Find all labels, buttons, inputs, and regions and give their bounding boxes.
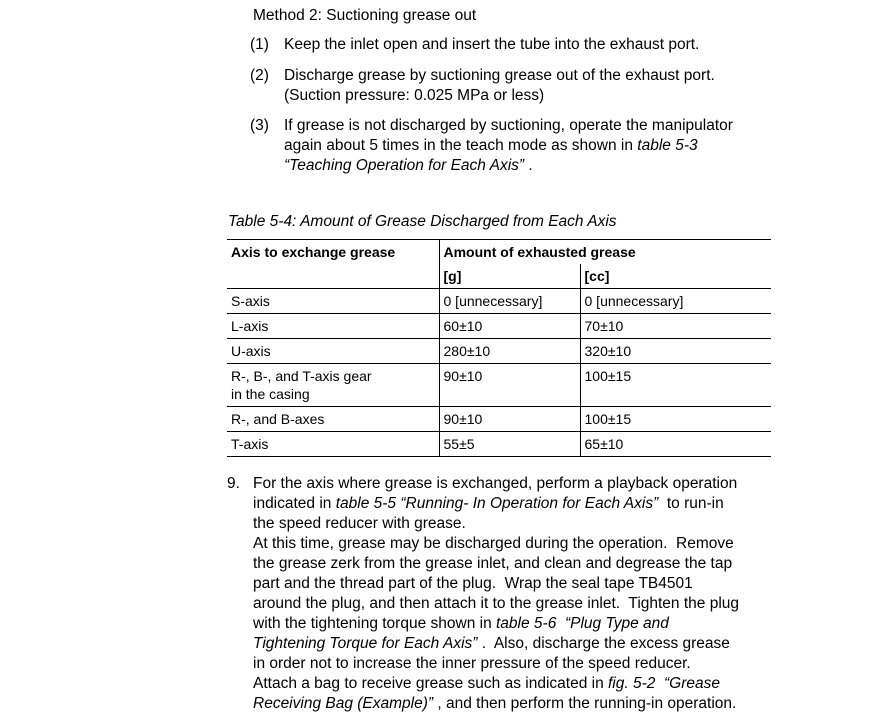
- step-number: (2): [250, 67, 269, 84]
- step-text: in order not to increase the inner pressure of the speed reducer.: [253, 655, 691, 672]
- cell-axis: L-axis: [227, 314, 439, 339]
- header-amount: Amount of exhausted grease: [439, 240, 771, 265]
- step-text: For the axis where grease is exchanged, perform a playback operation: [253, 475, 738, 492]
- step-text: , and then perform the running-in operation.: [433, 695, 737, 712]
- spacer-text: [556, 615, 565, 632]
- method-title: Method 2: Suctioning grease out: [253, 7, 477, 24]
- cell-g: 90±10: [439, 407, 580, 432]
- table-reference-link[interactable]: table 5-3: [637, 137, 698, 154]
- cell-g: 90±10: [439, 364, 580, 407]
- table-caption: Table 5-4: Amount of Grease Discharged from Each Axis: [228, 213, 617, 230]
- grease-table: [227, 239, 771, 457]
- cell-axis: R-, and B-axes: [227, 407, 439, 432]
- cell-axis: S-axis: [227, 289, 439, 314]
- step-1: [250, 35, 810, 55]
- step-text: the grease zerk from the grease inlet, and clean and degrease the tap: [253, 555, 733, 572]
- cell-cc: 100±15: [580, 407, 771, 432]
- step-number: (3): [250, 117, 269, 134]
- cell-axis-line: in the casing: [231, 386, 310, 402]
- header-unit-cc: [cc]: [580, 264, 771, 289]
- cell-cc: 65±10: [580, 432, 771, 457]
- table-row: [227, 289, 771, 314]
- step-text: again about 5 times in the teach mode as shown in: [284, 137, 638, 154]
- step-text-line: [253, 614, 827, 634]
- cell-g: 55±5: [439, 432, 580, 457]
- table-title-reference[interactable]: “Plug Type and: [564, 615, 669, 632]
- table-row: [227, 314, 771, 339]
- step-text: to run-in: [658, 495, 724, 512]
- cell-cc: 0 [unnecessary]: [580, 289, 771, 314]
- spacer-text: [655, 675, 664, 692]
- step-text-line: [284, 156, 810, 176]
- table-header-row: [227, 240, 771, 265]
- step-text-line: [253, 694, 827, 714]
- table-title-reference[interactable]: Tightening Torque for Each Axis”: [253, 635, 478, 652]
- step-text: Attach a bag to receive grease such as indicated in: [253, 675, 608, 692]
- step-number: (1): [250, 36, 269, 53]
- cell-axis: [227, 364, 439, 407]
- header-unit-g: [g]: [439, 264, 580, 289]
- cell-g: 0 [unnecessary]: [439, 289, 580, 314]
- table-row: [227, 407, 771, 432]
- step-text: . Also, discharge the excess grease: [477, 635, 730, 652]
- cell-axis: T-axis: [227, 432, 439, 457]
- step-text-line: [253, 634, 827, 654]
- step-text: indicated in: [253, 495, 336, 512]
- step-text-line: [284, 136, 810, 156]
- step-text: .: [524, 157, 533, 174]
- header-axis: Axis to exchange grease: [227, 240, 439, 289]
- step-text: the speed reducer with grease.: [253, 515, 466, 532]
- step-text: with the tightening torque shown in: [253, 615, 496, 632]
- step-2: [250, 66, 810, 106]
- step-text-line: [253, 674, 827, 694]
- cell-g: 280±10: [439, 339, 580, 364]
- cell-cc: 70±10: [580, 314, 771, 339]
- figure-reference-link[interactable]: fig. 5-2: [608, 675, 656, 692]
- cell-cc: 320±10: [580, 339, 771, 364]
- step-text: If grease is not discharged by suctioning, operate the manipulator: [284, 117, 733, 134]
- table-row: [227, 339, 771, 364]
- step-text: At this time, grease may be discharged during the operation. Remove: [253, 535, 734, 552]
- step-text: part and the thread part of the plug. Wrap the seal tape TB4501: [253, 575, 693, 592]
- table-title-reference[interactable]: “Running- In Operation for Each Axis”: [400, 495, 659, 512]
- table-row: [227, 432, 771, 457]
- cell-cc: 100±15: [580, 364, 771, 407]
- figure-title-reference[interactable]: Receiving Bag (Example)”: [253, 695, 434, 712]
- step-text: around the plug, and then attach it to the grease inlet. Tighten the plug: [253, 595, 740, 612]
- step-text: Discharge grease by suctioning grease out of the exhaust port.: [284, 67, 715, 84]
- step-number: 9.: [227, 475, 240, 492]
- cell-axis: U-axis: [227, 339, 439, 364]
- cell-g: 60±10: [439, 314, 580, 339]
- step-text-line: [253, 494, 827, 514]
- step-9: [227, 474, 827, 714]
- figure-title-reference[interactable]: “Grease: [664, 675, 721, 692]
- table-reference-link[interactable]: table 5-5: [335, 495, 397, 512]
- table-row: [227, 364, 771, 407]
- step-text: Keep the inlet open and insert the tube into the exhaust port.: [284, 36, 700, 53]
- table-reference-link[interactable]: table 5-6: [496, 615, 557, 632]
- table-title-reference[interactable]: “Teaching Operation for Each Axis”: [284, 157, 525, 174]
- cell-axis-line: R-, B-, and T-axis gear: [231, 368, 372, 384]
- step-text: (Suction pressure: 0.025 MPa or less): [284, 87, 545, 104]
- step-3: [250, 116, 810, 176]
